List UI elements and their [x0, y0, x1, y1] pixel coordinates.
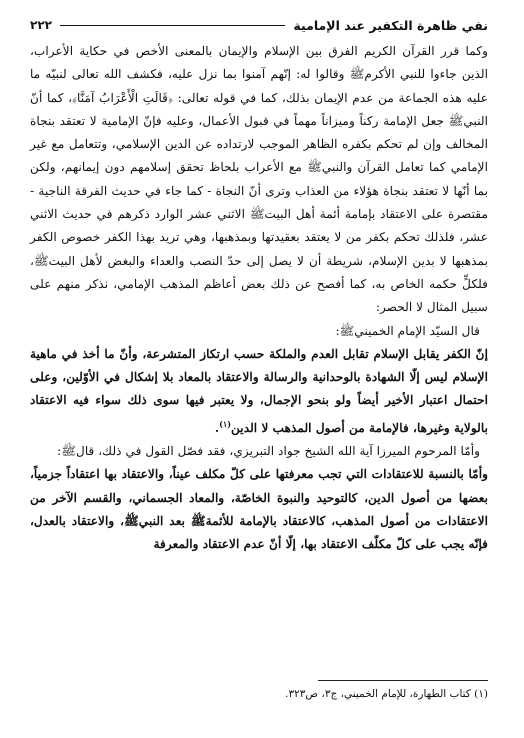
- page-number: ٢٢٢: [30, 18, 52, 32]
- running-title: نفي ظاهرة التكفير عند الإمامية: [293, 17, 488, 33]
- quote-khomeini-text: إنّ الكفر يقابل الإسلام تقابل العدم والملكة حسب ارتكاز المتشرعة، وأنّ ما أخذ في ماهية الإسلام ليس إلّا الشهادة بالوحدانية والرسالة والاعتقاد بالمعاد بلا إشكال في الأوّلين، وعلى احتمال اعتبار الأخير أيضاً ولو بنحو الإجمال، ولا يعتبر فيها سوى ذلك سواء فيه الاعتقاد بالولاية وغيرها، فالإمامة من أصول المذهب لا الدين: [30, 346, 488, 435]
- paragraph-intro: وكما قرر القرآن الكريم الفرق بين الإسلام والإيمان بالمعنى الأخص في حكاية الأعراب، الذين جاءوا للنبي الأكرمﷺ وقالوا له: إنّهم آمنوا بما نزل عليه، فكشف الله تعالى لنبيّه ما عليه هذه الجماعة من عدم الإيمان بذلك، كما في قوله تعالى: ﴿قَالَتِ الْأَعْرَابُ آمَنَّا﴾، كما أنّ النبيﷺ جعل الإمامة ركناً وميزاناً مهماً في قبول الأعمال، وعليه فإنّ الإمامية لا تعتقد بنجاة المخالف وإن لم تحكم بكفره الظاهر الموجب لارتداده عن الدين الإسلامي، وتتعامل مع غير الإمامي كما تعامل القرآن والنبيﷺ مع الأعراب بلحاظ تحقق إسلامهم دون إيمانهم، ولكن بما أنّها لا تعتقد بنجاة هؤلاء من العذاب وترى أنّ النجاة - كما جاء في حديث الفرقة الناجية - مقتصرة على الاعتقاد بإمامة أئمة أهل البيتﷺ الاثني عشر الوارد ذكرهم في حديث الاثني عشر، فلذلك تحكم بكفر من لا يعتقد بعقيدتها وبمذهبها، وهي تريد بهذا الكفر خصوص الكفر بمذهبها لا بدين الإسلام، شريطة أن لا يصل إلى حدّ النصب والعداء والبغض لأهل البيتﷺ، فلكلٍّ حكمه الخاص به، كما أفصح عن ذلك بعض أعاظم المذهب الإمامي، نذكر منهم على سبيل المثال لا الحصر:: [30, 44, 488, 315]
- paragraph-khomeini-intro: قال السيّد الإمام الخمينيﷺ:: [335, 323, 480, 338]
- header-rule: [60, 25, 285, 26]
- footnote-rule: [318, 680, 488, 681]
- paragraph-tabrizi-intro: وأمّا المرحوم الميرزا آية الله الشيخ جواد التبريزي، فقد فصّل القول في ذلك، قالﷺ:: [57, 444, 480, 459]
- body-text: [30, 40, 488, 557]
- footnote-marker: (١): [219, 418, 232, 429]
- quote-tabrizi: وأمّا بالنسبة للاعتقادات التي تجب معرفتها على كلّ مكلف عيناً، والاعتقاد بها اعتقاداً جزمياً، بعضها من أصول الدين، كالتوحيد والنبوة الخاصّة، والمعاد الجسماني، والقسم الآخر من الاعتقادات من أصول المذهب، كالاعتقاد بالإمامة للأئمةﷺ بعد النبيﷺ، والاعتقاد بالعدل، فإنّه يجب على كلّ مكلّف الاعتقاد بها، إلّا أنّ عدم الاعتقاد والمعرفة: [30, 467, 488, 552]
- running-header: [30, 14, 488, 36]
- quote-khomeini: إنّ الكفر يقابل الإسلام تقابل العدم والملكة حسب ارتكاز المتشرعة، وأنّ ما أخذ في ماهية الإسلام ليس إلّا الشهادة بالوحدانية والرسالة والاعتقاد بالمعاد بلا إشكال في الأوّلين، وعلى احتمال اعتبار الأخير أيضاً ولو بنحو الإجمال، ولا يعتبر فيها سوى ذلك سواء فيه الاعتقاد بالولاية وغيرها، فالإمامة من أصول المذهب لا الدين$^{(١)}$.: [30, 346, 488, 435]
- footnote: (١) كتاب الطهارة، للإمام الخميني، ج٣، ص٣٢٣.: [285, 688, 488, 700]
